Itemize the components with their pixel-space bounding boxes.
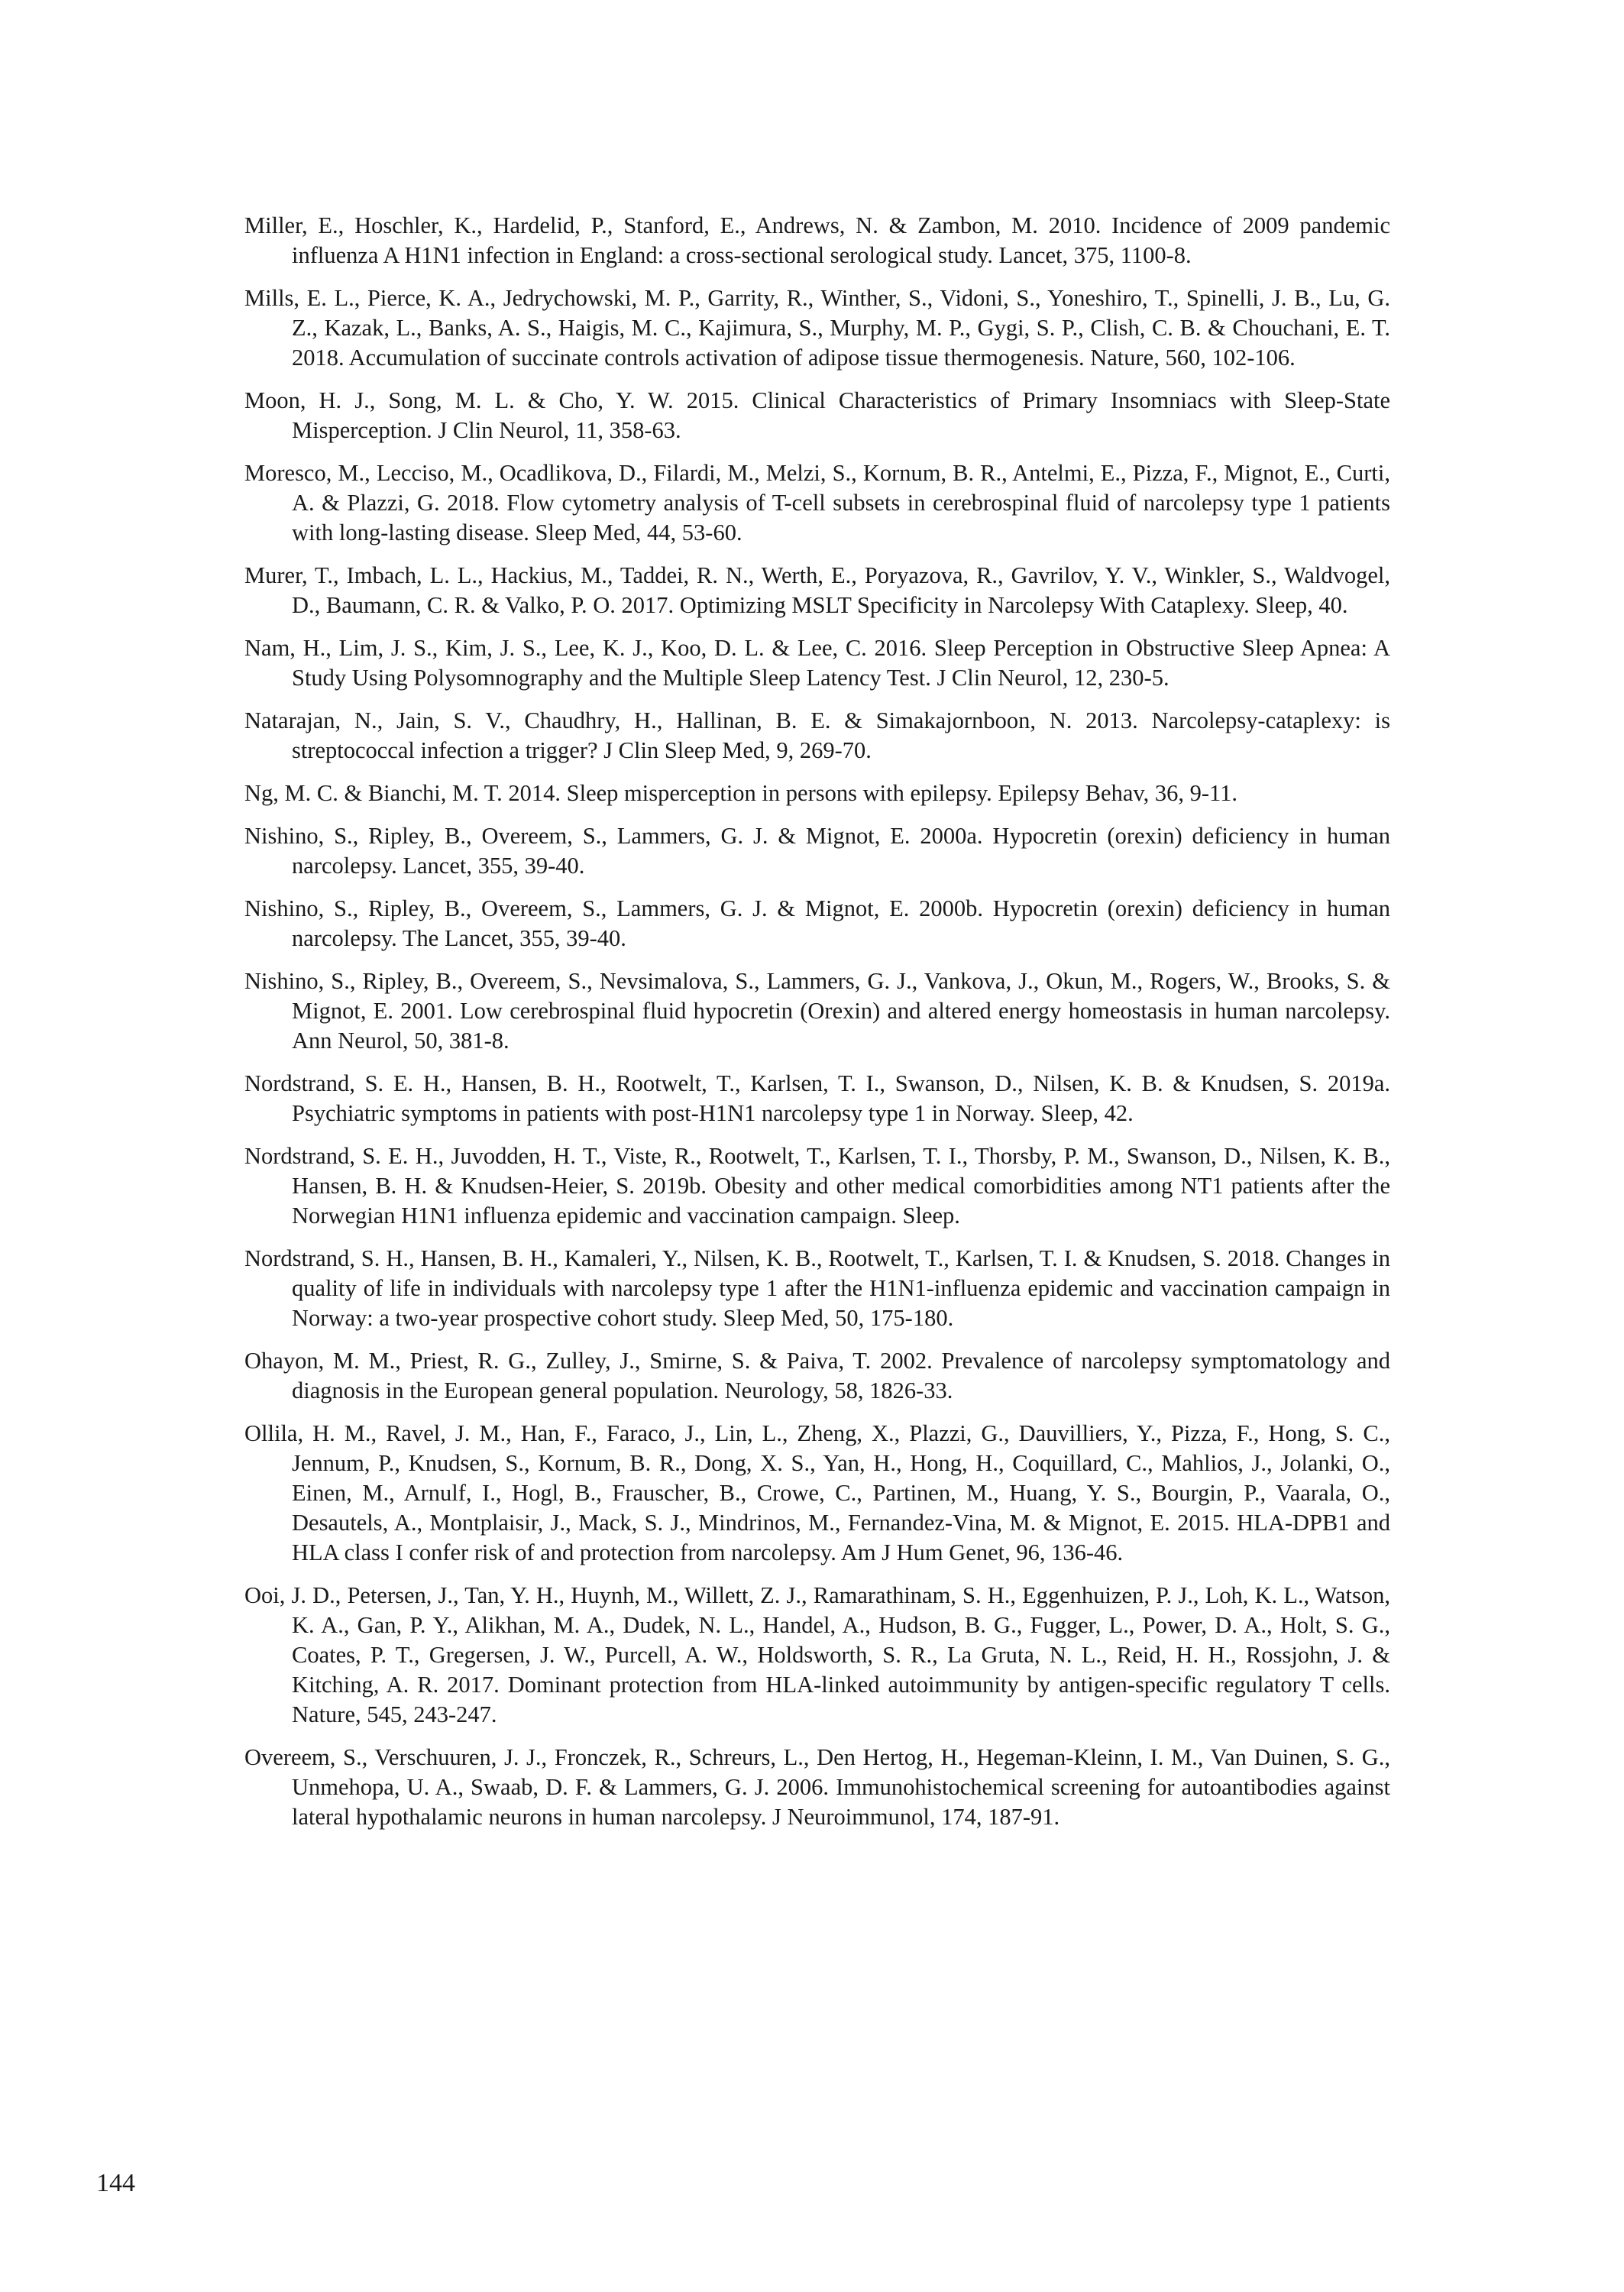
reference-nam-2016: Nam, H., Lim, J. S., Kim, J. S., Lee, K. J., Koo, D. L. & Lee, C. 2016. Sleep Perception in Obstructive Sleep Apnea: A Study Using Polysomnography and the Multiple Sleep Latency Test. J Clin Neurol, 12, 230-5. [244,635,1390,691]
reference-nishino-2001: Nishino, S., Ripley, B., Overeem, S., Nevsimalova, S., Lammers, G. J., Vankova, J., Okun, M., Rogers, W., Brooks, S. & Mignot, E. 2001. Low cerebrospinal fluid hypocretin (Orexin) and altered energy homeostasis in human narcolepsy. Ann Neurol, 50, 381-8. [244,968,1390,1054]
page-number: 144 [96,2169,135,2197]
reference-nordstrand-2018: Nordstrand, S. H., Hansen, B. H., Kamaleri, Y., Nilsen, K. B., Rootwelt, T., Karlsen, T. I. & Knudsen, S. 2018. Changes in quality of life in individuals with narcolepsy type 1 after the H1N1-influenza epidemic and vaccination campaign in Norway: a two-year prospective cohort study. Sleep Med, 50, 175-180. [244,1245,1390,1331]
reference-nishino-2000a: Nishino, S., Ripley, B., Overeem, S., Lammers, G. J. & Mignot, E. 2000a. Hypocretin (orexin) deficiency in human narcolepsy. Lancet, 355, 39-40. [244,823,1390,879]
reference-moon-2015: Moon, H. J., Song, M. L. & Cho, Y. W. 2015. Clinical Characteristics of Primary Insomniacs with Sleep-State Misperception. J Clin Neurol, 11, 358-63. [244,387,1390,443]
reference-nordstrand-2019b: Nordstrand, S. E. H., Juvodden, H. T., Viste, R., Rootwelt, T., Karlsen, T. I., Thorsby, P. M., Swanson, D., Nilsen, K. B., Hansen, B. H. & Knudsen-Heier, S. 2019b. Obesity and other medical comorbidities among NT1 patients after the Norwegian H1N1 influenza epidemic and vaccination campaign. Sleep. [244,1143,1390,1229]
reference-moresco-2018: Moresco, M., Lecciso, M., Ocadlikova, D., Filardi, M., Melzi, S., Kornum, B. R., Antelmi, E., Pizza, F., Mignot, E., Curti, A. & Plazzi, G. 2018. Flow cytometry analysis of T-cell subsets in cerebrospinal fluid of narcolepsy type 1 patients with long-lasting disease. Sleep Med, 44, 53-60. [244,460,1390,545]
reference-ooi-2017: Ooi, J. D., Petersen, J., Tan, Y. H., Huynh, M., Willett, Z. J., Ramarathinam, S. H., Eggenhuizen, P. J., Loh, K. L., Watson, K. A., Gan, P. Y., Alikhan, M. A., Dudek, N. L., Handel, A., Hudson, B. G., Fugger, L., Power, D. A., Holt, S. G., Coates, P. T., Gregersen, J. W., Purcell, A. W., Holdsworth, S. R., La Gruta, N. L., Reid, H. H., Rossjohn, J. & Kitching, A. R. 2017. Dominant protection from HLA-linked autoimmunity by antigen-specific regulatory T cells. Nature, 545, 243-247. [244,1582,1390,1727]
reference-ohayon-2002: Ohayon, M. M., Priest, R. G., Zulley, J., Smirne, S. & Paiva, T. 2002. Prevalence of narcolepsy symptomatology and diagnosis in the European general population. Neurology, 58, 1826-33. [244,1348,1390,1403]
reference-overeem-2006: Overeem, S., Verschuuren, J. J., Fronczek, R., Schreurs, L., Den Hertog, H., Hegeman-Kleinn, I. M., Van Duinen, S. G., Unmehopa, U. A., Swaab, D. F. & Lammers, G. J. 2006. Immunohistochemical screening for autoantibodies against lateral hypothalamic neurons in human narcolepsy. J Neuroimmunol, 174, 187-91. [244,1744,1390,1830]
reference-nordstrand-2019a: Nordstrand, S. E. H., Hansen, B. H., Rootwelt, T., Karlsen, T. I., Swanson, D., Nilsen, K. B. & Knudsen, S. 2019a. Psychiatric symptoms in patients with post-H1N1 narcolepsy type 1 in Norway. Sleep, 42. [244,1070,1390,1126]
reference-mills-2018: Mills, E. L., Pierce, K. A., Jedrychowski, M. P., Garrity, R., Winther, S., Vidoni, S., Yoneshiro, T., Spinelli, J. B., Lu, G. Z., Kazak, L., Banks, A. S., Haigis, M. C., Kajimura, S., Murphy, M. P., Gygi, S. P., Clish, C. B. & Chouchani, E. T. 2018. Accumulation of succinate controls activation of adipose tissue thermogenesis. Nature, 560, 102-106. [244,285,1390,371]
reference-ollila-2015: Ollila, H. M., Ravel, J. M., Han, F., Faraco, J., Lin, L., Zheng, X., Plazzi, G., Dauvilliers, Y., Pizza, F., Hong, S. C., Jennum, P., Knudsen, S., Kornum, B. R., Dong, X. S., Yan, H., Hong, H., Coquillard, C., Mahlios, J., Jolanki, O., Einen, M., Arnulf, I., Hogl, B., Frauscher, B., Crowe, C., Partinen, M., Huang, Y. S., Bourgin, P., Vaarala, O., Desautels, A., Montplaisir, J., Mack, S. J., Mindrinos, M., Fernandez-Vina, M. & Mignot, E. 2015. HLA-DPB1 and HLA class I confer risk of and protection from narcolepsy. Am J Hum Genet, 96, 136-46. [244,1420,1390,1565]
reference-list [244,211,1390,1845]
reference-ng-2014: Ng, M. C. & Bianchi, M. T. 2014. Sleep misperception in persons with epilepsy. Epilepsy Behav, 36, 9-11. [244,780,1238,806]
reference-natarajan-2013: Natarajan, N., Jain, S. V., Chaudhry, H., Hallinan, B. E. & Simakajornboon, N. 2013. Narcolepsy-cataplexy: is streptococcal infection a trigger? J Clin Sleep Med, 9, 269-70. [244,707,1390,763]
reference-murer-2017: Murer, T., Imbach, L. L., Hackius, M., Taddei, R. N., Werth, E., Poryazova, R., Gavrilov, Y. V., Winkler, S., Waldvogel, D., Baumann, C. R. & Valko, P. O. 2017. Optimizing MSLT Specificity in Narcolepsy With Cataplexy. Sleep, 40. [244,562,1390,618]
reference-miller-2010: Miller, E., Hoschler, K., Hardelid, P., Stanford, E., Andrews, N. & Zambon, M. 2010. Incidence of 2009 pandemic influenza A H1N1 infection in England: a cross-sectional serological study. Lancet, 375, 1100-8. [244,212,1390,268]
reference-nishino-2000b: Nishino, S., Ripley, B., Overeem, S., Lammers, G. J. & Mignot, E. 2000b. Hypocretin (orexin) deficiency in human narcolepsy. The Lancet, 355, 39-40. [244,895,1390,951]
